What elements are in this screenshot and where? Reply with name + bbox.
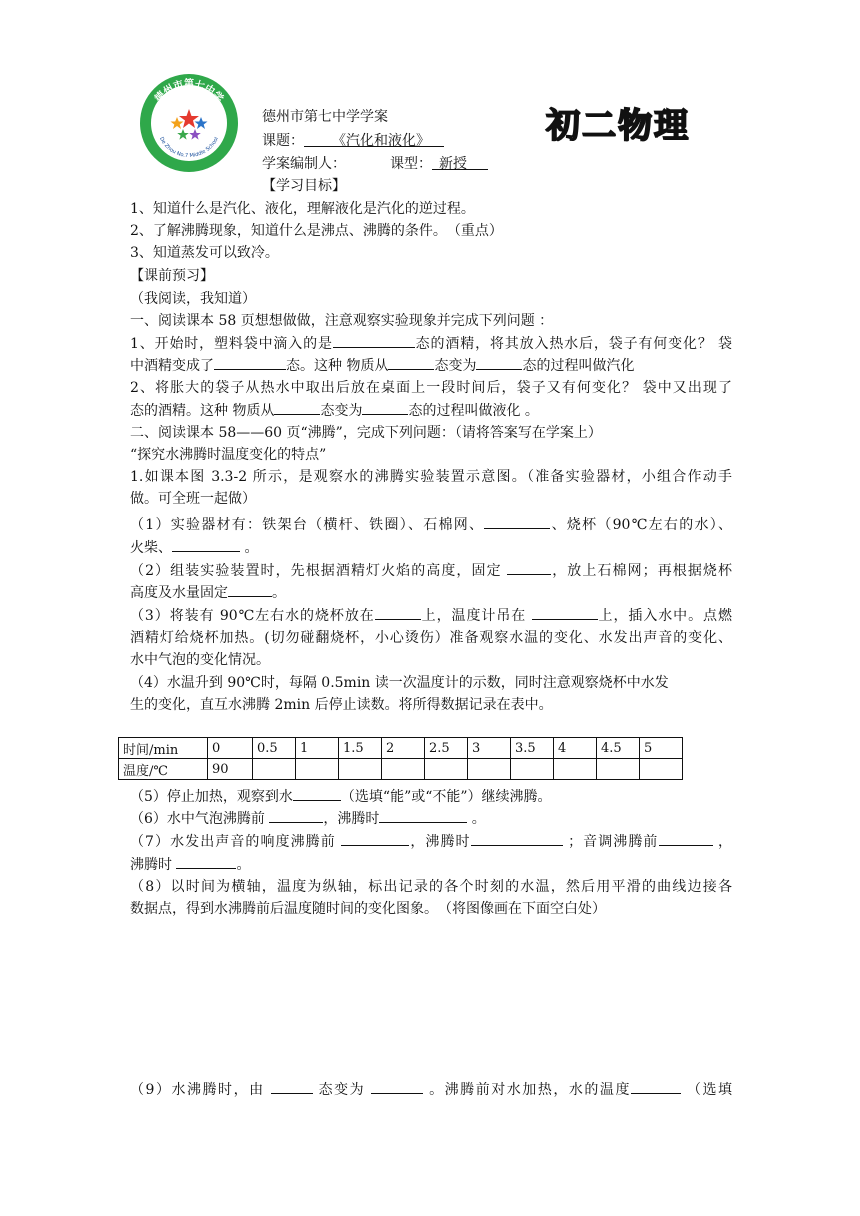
author-line	[262, 154, 488, 174]
temp-cell[interactable]: 90	[208, 759, 253, 780]
goal-item: 1、知道什么是汽化、液化，理解液化是汽化的逆过程。	[130, 201, 475, 217]
answer-blank[interactable]	[471, 831, 563, 846]
topic-label: 课题：	[262, 133, 304, 149]
time-cell: 3	[468, 738, 511, 759]
answer-blank[interactable]	[333, 333, 415, 348]
section-one-intro: 一、阅读课本 58 页想想做做，注意观察实验现象并完成下列问题 ：	[130, 313, 554, 329]
topic-line	[262, 131, 444, 151]
item-7-line-1: （7）水发出声音的响度沸腾前 ，沸腾时 ；音调沸腾前 ，	[130, 831, 732, 852]
item-2-line-1: （2）组装实验装置时，先根据酒精灯火焰的高度，固定 ，放上石棉网；再根据烧杯	[130, 560, 732, 581]
answer-blank[interactable]	[371, 1079, 423, 1094]
item-6: （6）水中气泡沸腾前 ，沸腾时 。	[130, 808, 732, 829]
item-4-line-1: （4）水温升到 90℃时，每隔 0.5min 读一次温度计的示数，同时注意观察烧杯中水发	[130, 675, 669, 691]
temp-cell[interactable]	[468, 759, 511, 780]
item-9: （9）水沸腾时，由 态变为 。沸腾前对水加热，水的温度 （选填	[130, 1079, 732, 1100]
question-1-line-1: 1、开始时，塑料袋中滴入的是 态的酒精，将其放入热水后，袋子有何变化？ 袋	[130, 333, 732, 354]
answer-blank[interactable]	[532, 605, 598, 620]
time-cell: 1.5	[339, 738, 382, 759]
step-1-line-1: 1.如课本图 3.3-2 所示，是观察水的沸腾实验装置示意图。（准备实验器材，小组合作动手	[130, 469, 732, 485]
answer-blank[interactable]	[484, 514, 550, 529]
logo-text: 德州市第七中学	[153, 79, 225, 105]
time-cell: 4	[554, 738, 597, 759]
logo-subtext: De Zhou No.7 Middle School	[157, 136, 221, 160]
temp-cell[interactable]	[554, 759, 597, 780]
item-4-line-2: 生的变化，直互水沸腾 2min 后停止读数。将所得数据记录在表中。	[130, 697, 553, 713]
temp-cell[interactable]	[339, 759, 382, 780]
answer-blank[interactable]	[476, 355, 522, 370]
type-value: 新授	[439, 156, 467, 172]
answer-blank[interactable]	[269, 808, 323, 823]
time-cell: 2	[382, 738, 425, 759]
temp-cell[interactable]	[511, 759, 554, 780]
goal-item: 3、知道蒸发可以致冷。	[130, 245, 279, 261]
school-name: 德州市第七中学学案	[262, 109, 388, 125]
preview-heading: 【课前预习】	[130, 268, 214, 284]
answer-blank[interactable]	[388, 355, 434, 370]
time-cell: 2.5	[425, 738, 468, 759]
item-2-line-2: 高度及水量固定 。	[130, 582, 732, 603]
answer-blank[interactable]	[271, 1079, 313, 1094]
answer-blank[interactable]	[172, 537, 240, 552]
temp-cell[interactable]	[253, 759, 296, 780]
question-2-line-2: 态的酒精。这种 物质从 态变为 态的过程叫做液化 。	[130, 400, 732, 421]
answer-blank[interactable]	[507, 560, 551, 575]
row-header: 时间/min	[119, 738, 208, 759]
school-logo	[139, 73, 239, 173]
row-header: 温度/℃	[119, 759, 208, 780]
time-cell: 4.5	[597, 738, 640, 759]
temp-cell[interactable]	[597, 759, 640, 780]
answer-blank[interactable]	[631, 1079, 681, 1094]
item-5: （5）停止加热，观察到水 （选填“能”或“不能”）继续沸腾。	[130, 786, 732, 807]
answer-blank[interactable]	[214, 355, 286, 370]
item-1-line-1: （1）实验器材有：铁架台（横杆、铁圈）、石棉网、 、烧杯（90℃左右的水）、	[130, 514, 732, 535]
question-2-line-1: 2、将胀大的袋子从热水中取出后放在桌面上一段时间后，袋子又有何变化？ 袋中又出现了	[130, 380, 732, 396]
temp-cell[interactable]	[296, 759, 339, 780]
author-label: 学案编制人：	[262, 156, 346, 172]
answer-blank[interactable]	[274, 400, 320, 415]
type-label: 课型：	[390, 156, 432, 172]
time-cell: 0.5	[253, 738, 296, 759]
answer-blank[interactable]	[293, 786, 341, 801]
step-1-line-2: 做。可全班一起做）	[130, 491, 256, 507]
subject-title: 初二物理	[546, 106, 690, 146]
graph-drawing-area[interactable]	[130, 925, 732, 1070]
data-table	[118, 737, 683, 780]
experiment-title: “探究水沸腾时温度变化的特点”	[130, 447, 327, 463]
time-cell: 5	[640, 738, 683, 759]
section-two-intro: 二、阅读课本 58——60 页“沸腾”，完成下列问题：（请将答案写在学案上）	[130, 425, 602, 441]
answer-blank[interactable]	[362, 400, 408, 415]
goal-item: 2、了解沸腾现象，知道什么是沸点、沸腾的条件。 （重点）	[130, 223, 503, 239]
answer-blank[interactable]	[375, 605, 421, 620]
answer-blank[interactable]	[176, 854, 236, 869]
item-3-line-2: 酒精灯给烧杯加热。(切勿碰翻烧杯，小心烫伤）准备观察水温的变化、水发出声音的变化、	[130, 630, 732, 646]
answer-blank[interactable]	[659, 831, 713, 846]
table-row	[119, 738, 683, 759]
time-cell: 3.5	[511, 738, 554, 759]
answer-blank[interactable]	[379, 808, 467, 823]
item-8-line-1: （8）以时间为横轴，温度为纵轴，标出记录的各个时刻的水温，然后用平滑的曲线边接各	[130, 879, 732, 895]
topic-value: 《汽化和液化》	[332, 133, 430, 149]
item-7-line-2: 沸腾时 。	[130, 854, 732, 875]
preview-subheading: （我阅读，我知道）	[130, 291, 256, 307]
goals-heading: 【学习目标】	[262, 178, 346, 194]
time-cell: 1	[296, 738, 339, 759]
answer-blank[interactable]	[341, 831, 409, 846]
item-3-line-3: 水中气泡的变化情况。	[130, 652, 270, 668]
answer-blank[interactable]	[228, 582, 272, 597]
item-8-line-2: 数据点，得到水沸腾前后温度随时间的变化图象。 （将图像画在下面空白处）	[130, 901, 606, 917]
temp-cell[interactable]	[382, 759, 425, 780]
item-1-line-2: 火柴、 。	[130, 537, 732, 558]
table-row	[119, 759, 683, 780]
temp-cell[interactable]	[640, 759, 683, 780]
temp-cell[interactable]	[425, 759, 468, 780]
time-cell: 0	[208, 738, 253, 759]
question-1-line-2: 中酒精变成了 态。这种 物质从 态变为 态的过程叫做汽化	[130, 355, 732, 376]
item-3-line-1: （3）将装有 90℃左右水的烧杯放在 上，温度计吊在 上，插入水中。点燃	[130, 605, 732, 626]
